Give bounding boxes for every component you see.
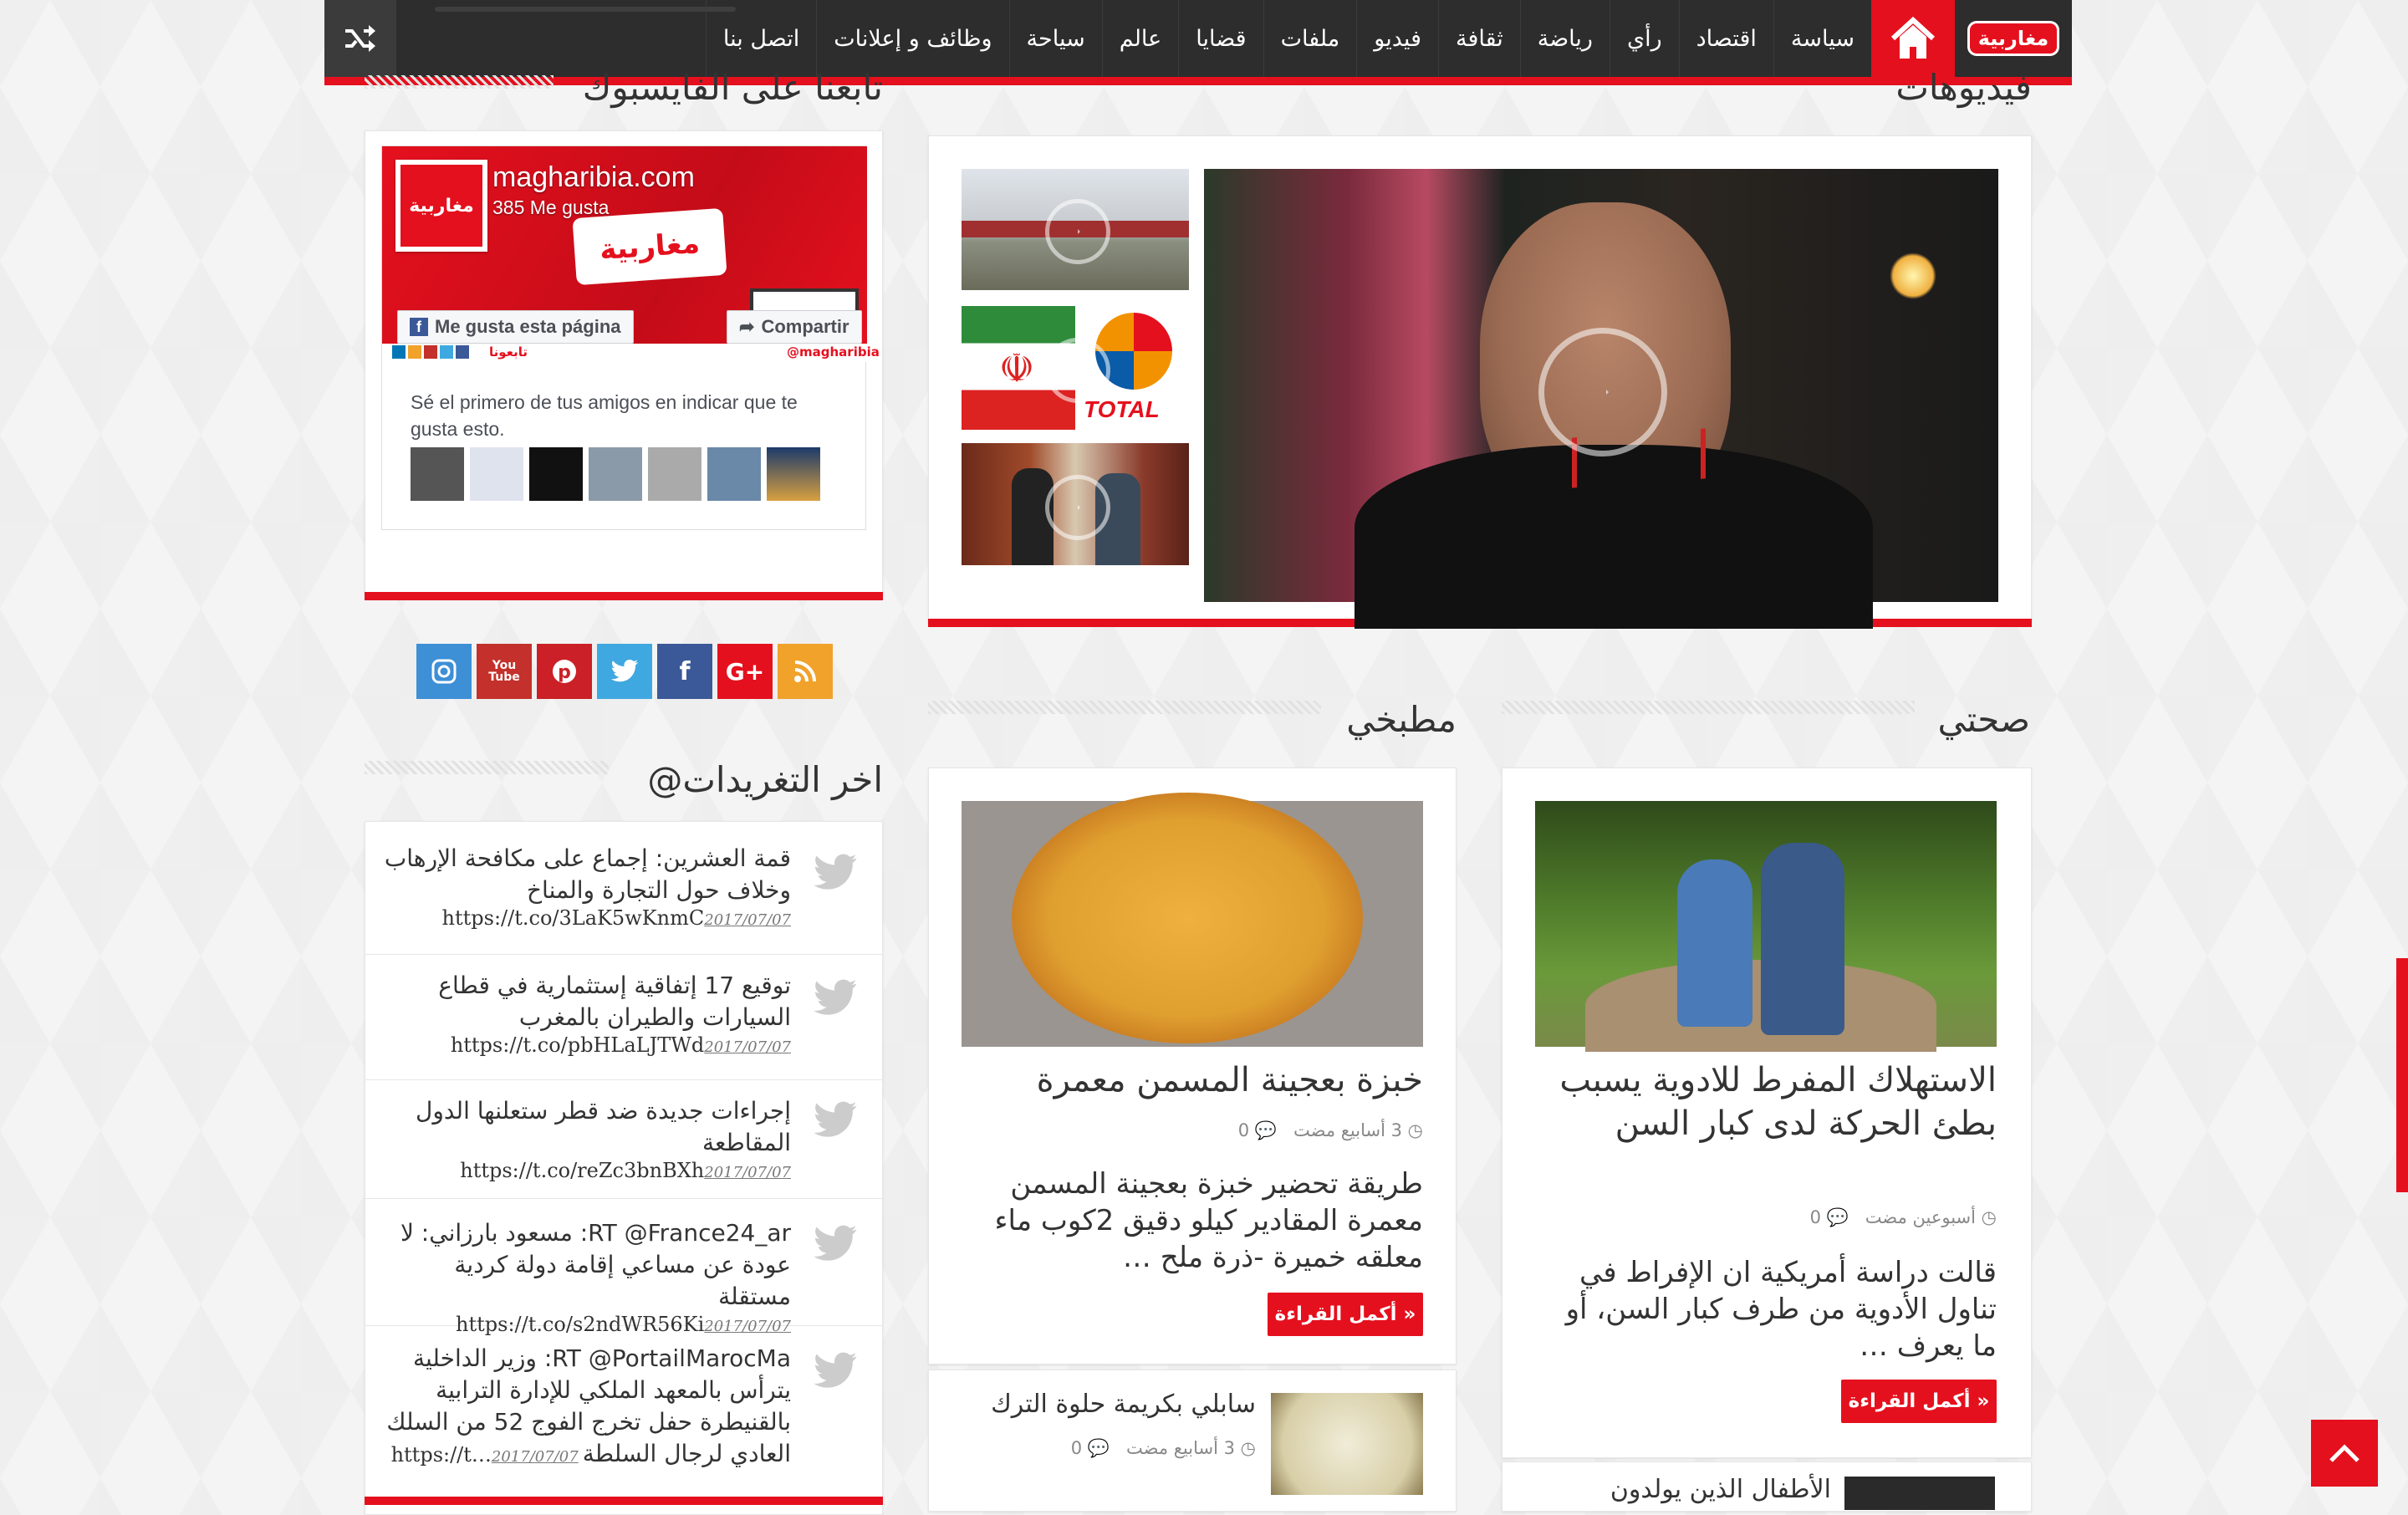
- random-article-button[interactable]: [324, 0, 396, 77]
- instagram-icon: [431, 658, 457, 685]
- share-label: Compartir: [761, 316, 849, 337]
- tweet-date[interactable]: 2017/07/07: [704, 1164, 791, 1181]
- chevron-up-icon: [2328, 1442, 2361, 1464]
- twitter-mini-icon: [440, 345, 453, 359]
- clock-icon: ◷: [1235, 1438, 1256, 1458]
- tweet-text: قمة العشرين: إجماع على مكافحة الإرهاب وخلاف حول التجارة والمناخ: [384, 844, 791, 904]
- matbakhi-article-image[interactable]: [962, 801, 1423, 1047]
- facebook-section-title: تابعنا على الفايسبوك: [582, 67, 883, 108]
- cover-logo-sticker: مغاربية: [572, 208, 727, 285]
- tweet-item: [365, 1080, 883, 1199]
- videos-section-title: فيديوهات: [1895, 67, 2032, 108]
- youtube-button[interactable]: [477, 644, 532, 699]
- cover-site-text: @magharibia: [787, 344, 880, 360]
- nav-item-video[interactable]: فيديو: [1356, 0, 1438, 77]
- nav-item-jobs[interactable]: وظائف و إعلانات: [816, 0, 1008, 77]
- twitter-icon: [610, 659, 639, 684]
- tweet-item: [365, 1199, 883, 1336]
- facebook-title-stripes: [365, 75, 554, 89]
- facebook-page-plugin: [381, 145, 880, 530]
- tweet-link[interactable]: https://t…: [390, 1443, 492, 1467]
- comments-icon: 💬: [1249, 1120, 1277, 1140]
- comments-icon: 💬: [1082, 1438, 1110, 1458]
- play-icon[interactable]: [1045, 338, 1110, 403]
- clock-icon: ◷: [1402, 1120, 1423, 1140]
- video-thumbnail-2[interactable]: [962, 306, 1189, 430]
- matbakhi-title-stripes: [928, 701, 1321, 714]
- matbakhi-small-title[interactable]: سابلي بكريمة حلوة الترك: [991, 1390, 1256, 1419]
- play-icon[interactable]: [1045, 199, 1110, 264]
- matbakhi-small-comments-meta[interactable]: [1071, 1438, 1110, 1459]
- rss-icon: [793, 659, 818, 684]
- linkedin-mini-icon: [392, 345, 406, 359]
- youtube-mini-icon: [424, 345, 437, 359]
- home-icon: [1890, 17, 1936, 60]
- social-icons-row: [416, 644, 833, 699]
- matbakhi-read-more-button[interactable]: أكمل القراءة »: [1268, 1293, 1423, 1336]
- page-name-link[interactable]: magharibia.com: [492, 161, 695, 193]
- avatar[interactable]: [529, 447, 583, 501]
- main-video-thumbnail[interactable]: [1204, 169, 1998, 602]
- friends-like-text: Sé el primero de tus amigos en indicar que te gusta esto.: [411, 391, 798, 440]
- tweet-body: [381, 1343, 791, 1470]
- tweet-item: [365, 833, 883, 955]
- sehti-article-image[interactable]: [1535, 801, 1997, 1047]
- tweet-link[interactable]: https://t.co/reZc3bnBXh: [460, 1159, 705, 1182]
- sehti-section-title: صحتي: [1937, 699, 2030, 740]
- share-icon: ➦: [739, 316, 755, 337]
- sehti-read-more-button[interactable]: أكمل القراءة »: [1841, 1380, 1997, 1423]
- nav-item-contact[interactable]: اتصل بنا: [706, 0, 816, 77]
- sehti-next-thumbnail[interactable]: [1844, 1477, 1995, 1510]
- matbakhi-small-meta: [1071, 1438, 1256, 1459]
- svg-text:p: p: [558, 662, 571, 683]
- matbakhi-article-meta: [962, 1120, 1423, 1141]
- home-button[interactable]: [1871, 0, 1955, 77]
- avatar[interactable]: [648, 447, 701, 501]
- tweet-item: [365, 1326, 883, 1493]
- facebook-icon: f: [410, 318, 428, 336]
- tweet-link[interactable]: https://t.co/pbHLaLJTWd: [450, 1033, 705, 1057]
- matbakhi-comments-meta[interactable]: [1238, 1120, 1277, 1141]
- nav-item-economy[interactable]: اقتصاد: [1679, 0, 1773, 77]
- twitter-icon: [811, 1351, 860, 1391]
- sehti-comments: 0: [1809, 1207, 1821, 1227]
- pinterest-button[interactable]: [537, 644, 592, 699]
- nav-item-tourism[interactable]: سياحة: [1009, 0, 1102, 77]
- tweet-link[interactable]: https://t.co/3LaK5wKnmC: [441, 906, 705, 930]
- sehti-next-title[interactable]: الأطفال الذين يولدون: [1610, 1475, 1831, 1504]
- cover-follow-text: تابعونا: [489, 344, 528, 360]
- matbakhi-small-time-meta: [1126, 1438, 1256, 1459]
- tweet-date[interactable]: 2017/07/07: [704, 911, 791, 929]
- tweet-body: [381, 970, 791, 1057]
- share-button[interactable]: [727, 310, 862, 344]
- iran-emblem: ☫: [998, 345, 1035, 392]
- matbakhi-section-title: مطبخي: [1346, 699, 1457, 740]
- nav-item-culture[interactable]: ثقافة: [1438, 0, 1520, 77]
- youtube-icon: You Tube: [488, 659, 520, 684]
- rss-mini-icon: [408, 345, 421, 359]
- clock-icon: ◷: [1976, 1207, 1997, 1227]
- tweet-body: [381, 843, 791, 930]
- like-page-label: Me gusta esta página: [435, 316, 621, 337]
- sehti-person-left: [1677, 860, 1752, 1027]
- instagram-button[interactable]: [416, 644, 472, 699]
- twitter-icon: [811, 978, 860, 1018]
- twitter-icon: [811, 1100, 860, 1140]
- matbakhi-time-meta: [1293, 1120, 1423, 1141]
- tweet-body: [381, 1217, 791, 1336]
- avatar[interactable]: [767, 447, 820, 501]
- sehti-time: أسبوعين مضت: [1865, 1207, 1976, 1227]
- tweets-section-title: @اخر التغريدات: [647, 759, 883, 800]
- friends-avatars: [411, 447, 820, 501]
- matbakhi-article-excerpt: طريقة تحضير خبزة بعجينة المسمن معمرة المقادير كيلو دقيق 2كوب ماء معلقه خميرة -ذرة ملح …: [994, 1167, 1423, 1274]
- tweet-date[interactable]: 2017/07/07: [704, 1038, 791, 1056]
- twitter-icon: [811, 1224, 860, 1264]
- tweet-text: RT @PortailMarocMa: وزير الداخلية يترأس بالمعهد الملكي للإدارة الترابية بالقنيطرة حفل تخرج الفوج 52 من السلك العادي لرجال السلطة: [386, 1344, 791, 1467]
- matbakhi-small-time: 3 أسابيع مضت: [1126, 1438, 1235, 1458]
- like-page-button[interactable]: [397, 310, 634, 344]
- sehti-article-title[interactable]: الاستهلاك المفرط للادوية يسبب بطئ الحركة لدى كبار السن: [1559, 1061, 1997, 1143]
- video-thumbnail-1[interactable]: [962, 169, 1189, 290]
- nav-item-opinion[interactable]: رأي: [1610, 0, 1679, 77]
- tweet-link[interactable]: https://t.co/s2ndWR56Ki: [456, 1313, 705, 1336]
- sehti-title-stripes: [1502, 701, 1915, 714]
- facebook-icon: f: [679, 656, 691, 686]
- tweet-text: RT @France24_ar: مسعود بارزاني: لا عودة عن مساعي إقامة دولة كردية مستقلة: [400, 1219, 791, 1310]
- bread-image: [1012, 793, 1363, 1043]
- play-icon[interactable]: [1538, 328, 1667, 457]
- navbar-top-line: [435, 7, 736, 12]
- main-menu: [706, 0, 2072, 77]
- facebook-red-bar: [365, 592, 883, 600]
- play-icon[interactable]: [1045, 475, 1110, 540]
- cover-social-icons: [392, 345, 469, 360]
- profile-logo: مغاربية: [400, 165, 482, 247]
- twitter-icon: [811, 853, 860, 893]
- avatar[interactable]: [411, 447, 464, 501]
- avatar[interactable]: [470, 447, 523, 501]
- matbakhi-article-title[interactable]: خبزة بعجينة المسمن معمرة: [1036, 1061, 1423, 1099]
- video-thumbnail-3[interactable]: [962, 443, 1189, 565]
- tweets-red-bar: [365, 1497, 883, 1505]
- nav-item-world[interactable]: عالم: [1102, 0, 1179, 77]
- page-likes-count: 385 Me gusta: [492, 196, 610, 218]
- facebook-button[interactable]: [657, 644, 712, 699]
- nav-item-sports[interactable]: رياضة: [1520, 0, 1610, 77]
- facebook-mini-icon: [456, 345, 469, 359]
- site-logo-text: مغاربية: [1970, 23, 2058, 54]
- site-logo[interactable]: [1955, 0, 2072, 77]
- tweet-date[interactable]: 2017/07/07: [491, 1448, 579, 1466]
- matbakhi-small-comments: 0: [1070, 1438, 1083, 1458]
- twitter-button[interactable]: [597, 644, 652, 699]
- rss-button[interactable]: [778, 644, 833, 699]
- matbakhi-comments: 0: [1237, 1120, 1250, 1140]
- pinterest-icon: [551, 658, 578, 685]
- video-studio-light: [1890, 252, 1936, 299]
- sehti-article-excerpt: قالت دراسة أمريكية ان الإفراط في تناول الأدوية من طرف كبار السن، أو ما يعرف …: [1565, 1256, 1997, 1363]
- tweet-item: [365, 955, 883, 1080]
- sehti-person-right: [1761, 843, 1844, 1035]
- tweet-date[interactable]: 2017/07/07: [704, 1318, 791, 1335]
- nav-item-issues[interactable]: قضايا: [1178, 0, 1263, 77]
- avatar[interactable]: [589, 447, 642, 501]
- nav-item-politics[interactable]: سياسة: [1773, 0, 1871, 77]
- matbakhi-small-thumbnail[interactable]: [1271, 1393, 1423, 1495]
- tweets-title-stripes: [365, 761, 609, 774]
- sehti-article-meta: [1535, 1207, 1997, 1228]
- google-plus-icon: G+: [725, 657, 765, 686]
- back-to-top-button[interactable]: [2311, 1420, 2378, 1487]
- avatar[interactable]: [707, 447, 761, 501]
- matbakhi-time: 3 أسابيع مضت: [1293, 1120, 1402, 1140]
- tweet-text: إجراءات جديدة ضد قطر ستعلنها الدول المقاطعة: [415, 1097, 791, 1156]
- page-profile-picture[interactable]: [395, 160, 487, 252]
- tweet-body: [381, 1095, 791, 1182]
- sehti-comments-meta[interactable]: [1810, 1207, 1849, 1228]
- sehti-time-meta: [1865, 1207, 1997, 1228]
- google-plus-button[interactable]: [717, 644, 773, 699]
- comments-icon: 💬: [1820, 1207, 1849, 1227]
- nav-item-files[interactable]: ملفات: [1263, 0, 1357, 77]
- scrollbar-thumb[interactable]: [2396, 958, 2408, 1192]
- shuffle-icon: [344, 23, 377, 54]
- total-logo-text: TOTAL: [1084, 396, 1160, 422]
- tweet-text: توقيع 17 إتفاقية إستثمارية في قطاع السيارات والطيران بالمغرب: [438, 972, 791, 1031]
